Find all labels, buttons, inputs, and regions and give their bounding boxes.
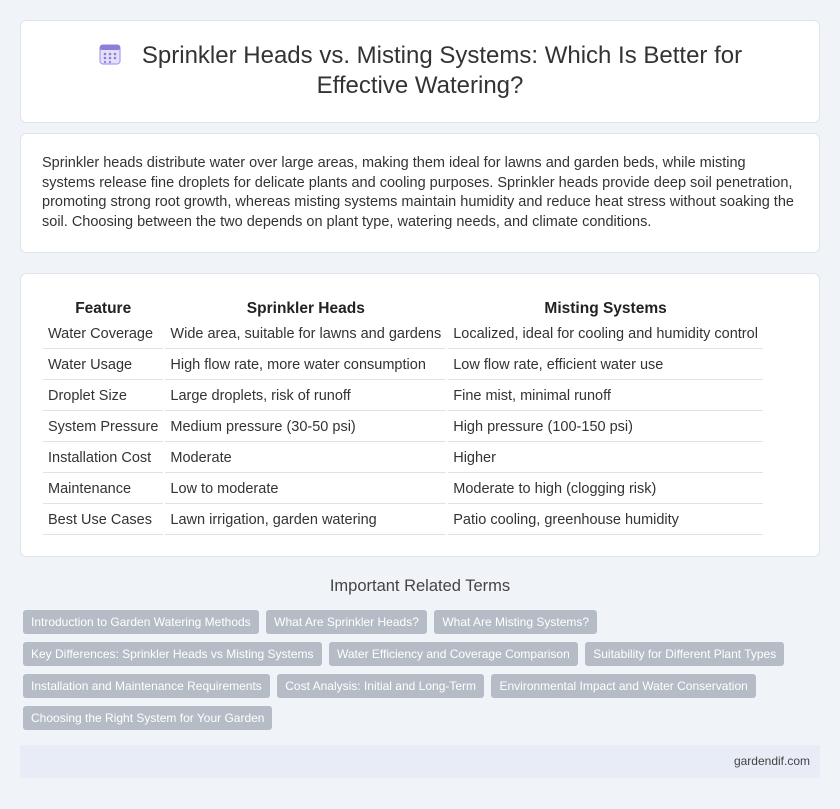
related-term-tag[interactable]: Environmental Impact and Water Conservation	[491, 674, 755, 698]
footer-site-link[interactable]: gardendif.com	[733, 754, 810, 768]
table-cell: Low flow rate, efficient water use	[448, 351, 763, 380]
related-term-tag[interactable]: Introduction to Garden Watering Methods	[23, 610, 259, 634]
related-term-tag[interactable]: Key Differences: Sprinkler Heads vs Misting Systems	[23, 642, 322, 666]
calendar-icon	[98, 42, 122, 66]
summary-card	[20, 133, 820, 253]
table-cell: Moderate to high (clogging risk)	[448, 475, 763, 504]
comparison-table	[41, 294, 765, 537]
related-term-tag[interactable]: Cost Analysis: Initial and Long-Term	[277, 674, 484, 698]
table-row	[43, 444, 763, 473]
table-cell: Maintenance	[43, 475, 163, 504]
related-term-tag[interactable]: Water Efficiency and Coverage Comparison	[329, 642, 578, 666]
table-row	[43, 475, 763, 504]
table-cell: Best Use Cases	[43, 506, 163, 535]
table-cell: Droplet Size	[43, 382, 163, 411]
related-term-tag[interactable]: Suitability for Different Plant Types	[585, 642, 784, 666]
table-cell: Lawn irrigation, garden watering	[165, 506, 446, 535]
table-cell: Localized, ideal for cooling and humidity control	[448, 320, 763, 349]
related-term-tag[interactable]: What Are Sprinkler Heads?	[266, 610, 427, 634]
related-term-tag[interactable]: What Are Misting Systems?	[434, 610, 597, 634]
table-cell: Patio cooling, greenhouse humidity	[448, 506, 763, 535]
table-cell: Wide area, suitable for lawns and gardens	[165, 320, 446, 349]
table-row	[43, 506, 763, 535]
related-terms-heading: Important Related Terms	[329, 577, 511, 595]
table-cell: Moderate	[165, 444, 446, 473]
table-row	[43, 382, 763, 411]
table-cell: Water Usage	[43, 351, 163, 380]
page-title-wrap	[21, 41, 819, 101]
table-cell: Medium pressure (30-50 psi)	[165, 413, 446, 442]
table-cell: High pressure (100-150 psi)	[448, 413, 763, 442]
table-row	[43, 413, 763, 442]
summary-paragraph: Sprinkler heads distribute water over large areas, making them ideal for lawns and garden beds, while misting systems release fine droplets for delicate plants and cooling purposes. Sprinkler heads provide deep soil penetration, promoting strong root growth, whereas misting systems maintain humidity and reduce heat stress without soaking the soil. Choosing between the two depends on plant type, watering needs, and climate conditions.	[42, 155, 794, 230]
page-title: Sprinkler Heads vs. Misting Systems: Which Is Better for Effective Watering?	[141, 42, 743, 99]
related-term-tag[interactable]: Installation and Maintenance Requirements	[23, 674, 270, 698]
table-cell: Large droplets, risk of runoff	[165, 382, 446, 411]
table-row	[43, 320, 763, 349]
column-header-misting-systems: Misting Systems	[544, 299, 667, 317]
title-card	[20, 20, 820, 123]
table-cell: System Pressure	[43, 413, 163, 442]
table-cell: Fine mist, minimal runoff	[448, 382, 763, 411]
table-cell: Higher	[448, 444, 763, 473]
column-header-feature: Feature	[75, 299, 132, 317]
comparison-card	[20, 273, 820, 557]
table-cell: Low to moderate	[165, 475, 446, 504]
table-row	[43, 351, 763, 380]
related-terms-list	[23, 610, 813, 738]
table-cell: Water Coverage	[43, 320, 163, 349]
column-header-sprinkler-heads: Sprinkler Heads	[246, 299, 365, 317]
footer	[20, 745, 820, 778]
related-term-tag[interactable]: Choosing the Right System for Your Garden	[23, 706, 272, 730]
table-header-row	[43, 296, 763, 318]
table-cell: Installation Cost	[43, 444, 163, 473]
table-cell: High flow rate, more water consumption	[165, 351, 446, 380]
